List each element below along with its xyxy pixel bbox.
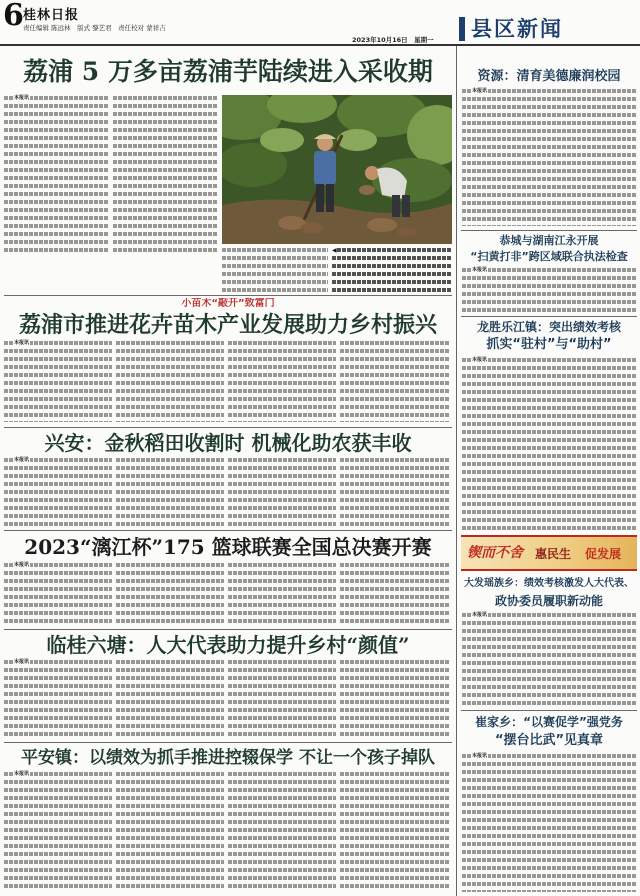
- article-body-text: [228, 660, 336, 738]
- article-body-text: [113, 96, 217, 256]
- section-rule: [4, 530, 452, 531]
- article-body-text: [340, 563, 450, 625]
- caption-arrow-icon: ◀: [332, 247, 337, 254]
- article-body-text: [116, 563, 224, 625]
- byline-lead: 本报讯: [472, 267, 488, 273]
- headline: 临桂六塘：人大代表助力提升乡村“颜值”: [46, 633, 410, 657]
- byline-lead: 本报讯: [14, 562, 30, 568]
- article-body-text: [4, 458, 112, 526]
- byline-lead: 本报讯: [14, 95, 30, 101]
- page-number: 6: [3, 0, 24, 33]
- headline-line-2: 抓实“驻村”与“助村”: [486, 337, 612, 352]
- banner-phrase-3: 促发展: [585, 547, 622, 561]
- section-title: 县区新闻: [471, 16, 563, 41]
- article-body-text: [340, 660, 450, 738]
- headline: 平安镇：以绩效为抓手推进控辍保学 不让一个孩子掉队: [21, 748, 435, 768]
- section-rule: [4, 629, 452, 630]
- article-body-text: [228, 563, 336, 625]
- byline-lead: 本报讯: [472, 612, 488, 618]
- headline-line-2: 政协委员履职新动能: [494, 594, 603, 608]
- headline-line-2: “扫黄打非”跨区域联合执法检查: [470, 250, 628, 263]
- byline-lead: 本报讯: [14, 340, 30, 346]
- article-body-text: [228, 772, 336, 892]
- byline-lead: 本报讯: [14, 771, 30, 777]
- article-body-text: [462, 754, 636, 892]
- article-body-text: [462, 613, 636, 706]
- banner-phrase-2: 惠民生: [535, 547, 572, 561]
- column-divider: [456, 46, 457, 896]
- article-body-text: [4, 96, 108, 256]
- headline: 兴安：金秋稻田收割时 机械化助农获丰收: [44, 431, 412, 455]
- article-body-text: [462, 358, 636, 530]
- section-rule: [4, 427, 452, 428]
- article-body-text: [4, 341, 112, 422]
- article-body-text: [116, 660, 224, 738]
- byline-lead: 本报讯: [14, 457, 30, 463]
- photo-caption: [332, 248, 452, 292]
- kicker: 小苗木“敲开”致富门: [181, 298, 275, 309]
- section-rule: [4, 742, 452, 743]
- header-rule: [0, 44, 640, 46]
- article-body-text: [340, 458, 450, 526]
- article-body-text: [116, 341, 224, 422]
- editor-credits: 责任编辑 陈远林 版式 黎艺君 责任校对 蒙祥吉: [23, 24, 166, 32]
- headline-line-2: “摆台比武”见真章: [494, 733, 604, 748]
- byline-lead: 本报讯: [472, 357, 488, 363]
- article-body-text: [4, 563, 112, 625]
- article-body-text: [4, 660, 112, 738]
- headline: 2023“漓江杯”175 篮球联赛全国总决赛开赛: [24, 535, 432, 559]
- byline-lead: 本报讯: [472, 88, 488, 94]
- headline: 荔浦 5 万多亩荔浦芋陆续进入采收期: [23, 57, 433, 86]
- byline-lead: 本报讯: [14, 659, 30, 665]
- paper-logo: 桂林日报: [23, 8, 80, 23]
- article-body-text: [462, 89, 636, 226]
- headline: 荔浦市推进花卉苗木产业发展助力乡村振兴: [18, 312, 437, 338]
- section-rule: [461, 710, 637, 711]
- issue-date: 2023年10月16日 星期一: [352, 36, 434, 44]
- section-bar-icon: [459, 17, 465, 41]
- section-rule: [4, 295, 452, 296]
- article-body-text: [116, 772, 224, 892]
- headline-line-1: 龙胜乐江镇：突出绩效考核: [476, 320, 621, 334]
- headline: 资源：清育美德廉润校园: [477, 69, 621, 84]
- byline-lead: 本报讯: [472, 753, 488, 759]
- taro-harvest-photo: [222, 95, 452, 244]
- article-body-text: [462, 268, 636, 312]
- article-body-text: [340, 772, 450, 892]
- banner-phrase-1: 锲而不舍: [467, 545, 523, 561]
- column-banner: [461, 535, 637, 571]
- section-rule: [461, 230, 637, 231]
- article-body-text: [4, 772, 112, 892]
- section-rule: [461, 316, 637, 317]
- headline-line-1: 恭城与湖南江永开展: [499, 234, 599, 247]
- headline-line-1: 大发瑶族乡：绩效考核激发人大代表、: [464, 578, 634, 589]
- article-body-text: [116, 458, 224, 526]
- article-body-text: [228, 458, 336, 526]
- article-body-text: [222, 248, 328, 292]
- article-body-text: [228, 341, 336, 422]
- headline-line-1: 崔家乡：“以赛促学”强党务: [475, 715, 623, 729]
- article-body-text: [340, 341, 450, 422]
